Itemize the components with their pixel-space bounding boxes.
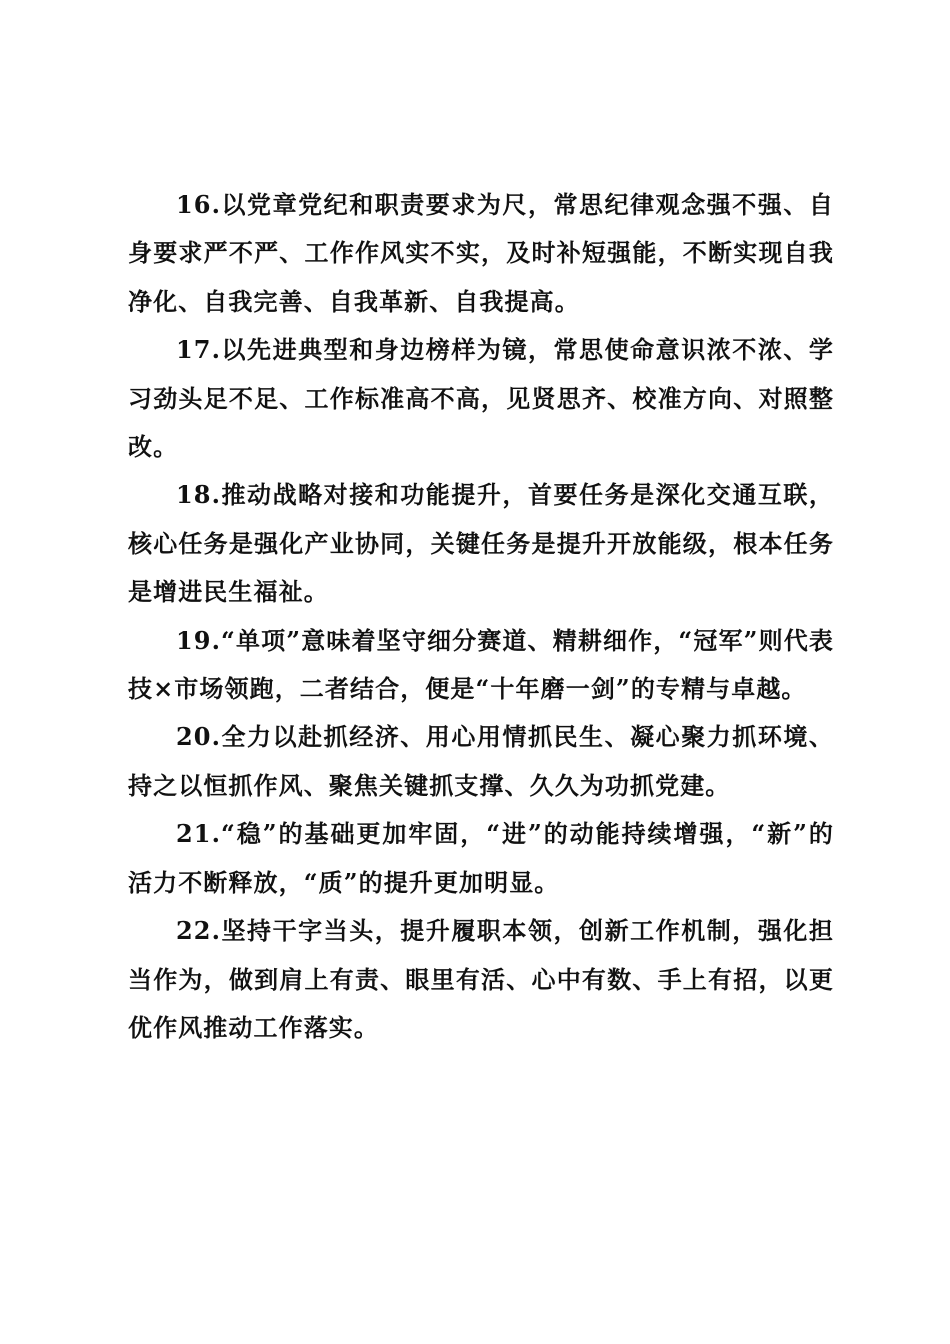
paragraph-22: 22.坚持干字当头，提升履职本领，创新工作机制，强化担当作为，做到肩上有责、眼里有活、心中有数、手上有招，以更优作风推动工作落实。 <box>128 916 834 1042</box>
paragraph-21: 21.“稳”的基础更加牢固，“进”的动能持续增强，“新”的活力不断释放，“质”的提升更加明显。 <box>128 819 834 897</box>
paragraph-19: 19.“单项”意味着坚守细分赛道、精耕细作，“冠军”则代表技×市场领跑，二者结合，便是“十年磨一剑”的专精与卓越。 <box>128 625 834 704</box>
paragraph-18: 18.推动战略对接和功能提升，首要任务是深化交通互联，核心任务是强化产业协同，关键任务是提升开放能级，根本任务是增进民生福祉。 <box>128 480 834 607</box>
paragraph-20: 20.全力以赴抓经济、用心用情抓民生、凝心聚力抓环境、持之以恒抓作风、聚焦关键抓支撑、久久为功抓党建。 <box>128 722 834 800</box>
paragraph-17: 17.以先进典型和身边榜样为镜，常思使命意识浓不浓、学习劲头足不足、工作标准高不高，见贤思齐、校准方向、对照整改。 <box>128 335 834 462</box>
document-body <box>128 181 834 1052</box>
paragraph-16: 16.以党章党纪和职责要求为尺，常思纪律观念强不强、自身要求严不严、工作作风实不实，及时补短强能，不断实现自我净化、自我完善、自我革新、自我提高。 <box>128 190 834 316</box>
